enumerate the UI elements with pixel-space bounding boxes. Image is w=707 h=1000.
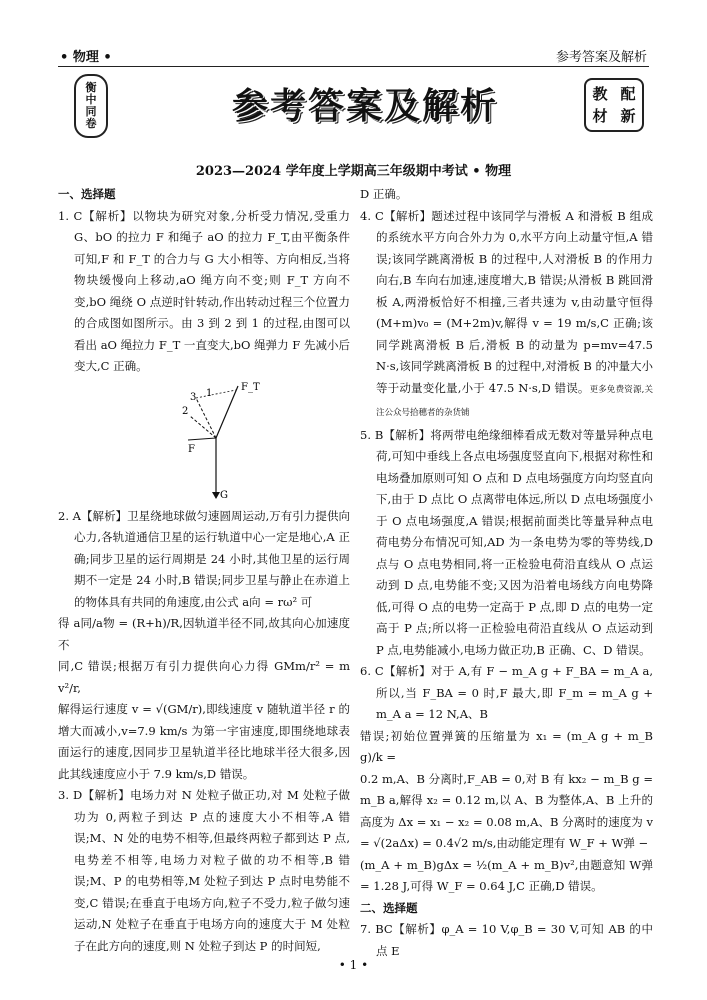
seal-char: 教 bbox=[592, 85, 608, 103]
section-heading: 一、选择题 bbox=[58, 187, 116, 201]
left-seal-logo bbox=[74, 74, 108, 138]
force-line-2 bbox=[190, 416, 216, 438]
answer-3-end: D 正确。 bbox=[360, 187, 408, 201]
label-3: 3 bbox=[190, 391, 197, 403]
answer-2-part-a: 2. A【解析】卫星绕地球做匀速圆周运动,万有引力提供向心力,各轨道通信卫星的运行轨道中心一定是地心,A 正确;同步卫星的运行周期是 24 小时,其他卫星的运行周期不一定是 24 小时,B 错误;同步卫星与静止在赤道上的物体具有共同的角速度,由公式 a向 = rω² 可 bbox=[58, 508, 350, 609]
header-rule bbox=[58, 66, 649, 67]
page-number: • 1 • bbox=[338, 958, 369, 972]
label-ft: F_T bbox=[241, 381, 260, 393]
seal-char: 卷 bbox=[85, 117, 97, 130]
label-2: 2 bbox=[182, 405, 189, 417]
force-diagram-svg bbox=[58, 380, 350, 500]
force-line-3 bbox=[196, 398, 216, 438]
label-g: G bbox=[220, 489, 228, 500]
promo-note: 更多免费资源,关注公众号拾穗者的杂货铺 bbox=[376, 384, 654, 418]
answer-5: 5. B【解析】将两带电绝缘细棒看成无数对等量异种点电荷,可知中垂线上各点电场强度竖直向下,根据对称性和电场叠加原则可知 O 点和 D 点电场强度方向均竖直向下,由于 D 点比 O 点离带电体远,所以 D 点电场强度小于 O 点电场强度,A 错误;根据前面类比等量异种点电荷电势分布情况可知,AD 为一条电势为零的等势线,D 点与 O 点电势相同,将一正检验电荷沿直线从 O 点运动到 D 点,电势能不变;又因为沿着电场线方向电势降低,可得 O 点的电势一定高于 P 点,即 D 点的电势一定高于 P 点;所以将一正检验电荷沿直线从 O 点运动到 P 点,电势能减小,电场力做正功,B 正确、C、D 错误。 bbox=[360, 427, 653, 657]
exam-title: 2023—2024 学年度上学期高三年级期中考试 • 物理 bbox=[195, 164, 512, 179]
label-1: 1 bbox=[206, 387, 213, 399]
answer-4-text: 4. C【解析】题述过程中该同学与滑板 A 和滑板 B 组成的系统水平方向合外力为 0,水平方向上动量守恒,A 错误;该同学跳离滑板 B 的过程中,人对滑板 B 的作用力向右,B 车向右加速,速度增大,B 错误;从滑板 B 跳回滑板 A,两滑板恰好不相撞,三者共速为 v,由动量守恒得 (M+m)v₀ = (M+2m)v,解得 v = 19 m/s,C 正确;该同学跳离滑板 B 后,滑板 B 的动量为 p=mv=47.5 N·s,该同学跳离滑板 B 的过程中,对滑板 B 的冲量大小等于动量变化量,小于 47.5 N·s,D 错误。 bbox=[360, 208, 653, 395]
seal-char: 同 bbox=[85, 105, 97, 118]
seal-char: 衡 bbox=[85, 81, 97, 94]
banner-title: 参考答案及解析 bbox=[231, 86, 498, 127]
answer-7: 7. BC【解析】φ_A = 10 V,φ_B = 30 V,可知 AB 的中点 E bbox=[360, 922, 653, 958]
answer-1: 1. C【解析】以物块为研究对象,分析受力情况,受重力 G、bO 的拉力 F 和绳子 aO 的拉力 F_T,由平衡条件可知,F 和 F_T 的合力与 G 大小相等、方向相反,当将物块缓慢向上移动,aO 绳方向不变;则 F_T 方向不变,bO 绳绕 O 点逆时针转动,作出转动过程三个位置力的合成图如图所示。由 3 到 2 到 1 的过程,由图可以看出 aO 绳拉力 F_T 一直变大,bO 绳弹力 F 先减小后变大,C 正确。 bbox=[58, 208, 350, 373]
left-column bbox=[58, 184, 350, 957]
seal-char: 新 bbox=[620, 107, 636, 125]
answer-6-part-a: 6. C【解析】对于 A,有 F − m_A g + F_BA = m_A a,所以,当 F_BA = 0 时,F 最大,即 F_m = m_A g + m_A a = 12 N,A、B bbox=[360, 664, 653, 721]
gravity-arrowhead bbox=[212, 492, 220, 499]
answer-4 bbox=[360, 206, 653, 425]
tension-vector bbox=[216, 386, 238, 438]
answer-6-part-d: (m_A + m_B)gΔx = ½(m_A + m_B)v²,由题意知 W弹 = 1.28 J,可得 W_F = 0.64 J,C 正确,D 错误。 bbox=[360, 857, 653, 893]
force-diagram bbox=[58, 380, 350, 500]
parallelogram-line bbox=[196, 387, 236, 399]
answer-6-part-c: 0.2 m,A、B 分离时,F_AB = 0,对 B 有 kx₂ − m_B g = m_B a,解得 x₂ = 0.12 m,以 A、B 为整体,A、B 上升的高度为 Δx = x₁ − x₂ = 0.08 m,A、B 分离时的速度为 v = √(2aΔx) = 0.4√2 m/s,由动能定理有 W_F + W弹 − bbox=[360, 771, 653, 850]
subject-label: • 物理 • bbox=[60, 50, 112, 65]
answer-2-part-b: 得 a同/a物 = (R+h)/R,因轨道半径不同,故其向心加速度不 bbox=[58, 616, 350, 652]
answer-3: 3. D【解析】电场力对 N 处粒子做正功,对 M 处粒子做功为 0,两粒子到达 P 点的速度大小不相等,A 错误;M、N 处的电势不相等,但最终两粒子都到达 P 点,电势差不相等,电场力对粒子做的功不相等,B 错误;M、P 的电势相等,M 处粒子到达 P 点时电势能不变,C 错误;在垂直于电场方向,粒子不受力,粒子做匀速运动,N 处粒子在垂直于电场方向的速度大于 M 处粒子在此方向的速度,则 N 处粒子到达 P 的时间短, bbox=[58, 788, 350, 953]
seal-char: 配 bbox=[620, 85, 636, 103]
answer-6-part-b: 错误;初始位置弹簧的压缩量为 x₁ = (m_A g + m_B g)/k = bbox=[360, 728, 653, 764]
answer-2-part-d: 解得运行速度 v = √(GM/r),即线速度 v 随轨道半径 r 的增大而减小,v=7.9 km/s 为第一宇宙速度,即围绕地球表面运行的速度,因同步卫星轨道半径比地球半径大很多,因此其线速度应小于 7.9 km/s,D 错误。 bbox=[58, 702, 350, 781]
label-f: F bbox=[188, 443, 195, 455]
section-heading: 二、选择题 bbox=[360, 900, 418, 915]
seal-char: 材 bbox=[592, 107, 608, 125]
right-seal-logo bbox=[584, 78, 644, 132]
answer-2-part-c: 同,C 错误;根据万有引力提供向心力得 GMm/r² = m v²/r, bbox=[58, 659, 350, 695]
right-column bbox=[360, 184, 653, 962]
title-banner bbox=[70, 74, 648, 136]
header-right-title: 参考答案及解析 bbox=[555, 50, 647, 65]
seal-char: 中 bbox=[85, 93, 97, 106]
force-line-1 bbox=[188, 438, 216, 440]
